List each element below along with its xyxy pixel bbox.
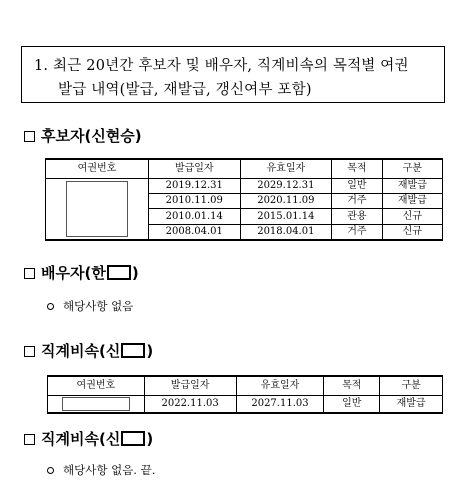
heading-child1-prefix: 직계비속(신 (41, 342, 121, 360)
table-row (46, 179, 443, 194)
bullet-icon (47, 467, 54, 474)
redacted-passport-cell (46, 179, 149, 241)
issue-date-cell: 2022.11.03 (144, 396, 236, 414)
candidate-passport-table (45, 158, 443, 241)
expiry-date-cell: 2029.12.31 (240, 179, 332, 194)
heading-candidate-label: 후보자(신현승) (41, 127, 142, 145)
type-cell: 재발급 (380, 396, 443, 414)
purpose-cell: 거주 (332, 224, 382, 240)
purpose-cell: 거주 (332, 194, 382, 209)
spouse-note-text: 해당사항 없음 (63, 299, 134, 313)
purpose-cell: 관용 (332, 209, 382, 224)
checkbox-icon (24, 268, 35, 279)
header-expiry-date: 유효일자 (240, 159, 332, 179)
header-purpose: 목적 (332, 159, 382, 179)
heading-spouse-prefix: 배우자(한 (41, 264, 106, 282)
redaction-box (66, 181, 128, 237)
heading-child1-suffix: ) (146, 342, 154, 360)
issue-date-cell: 2019.12.31 (149, 179, 241, 194)
heading-spouse-suffix: ) (131, 264, 139, 282)
checkbox-icon (24, 131, 35, 142)
type-cell: 신규 (382, 224, 442, 240)
redaction-box (62, 397, 130, 411)
header-issue-date: 발급일자 (149, 159, 241, 179)
heading-spouse (24, 262, 139, 283)
title-box (21, 46, 445, 103)
header-purpose: 목적 (324, 376, 380, 396)
table-row (48, 396, 443, 414)
header-expiry-date: 유효일자 (236, 376, 324, 396)
expiry-date-cell: 2027.11.03 (236, 396, 324, 414)
heading-child2-suffix: ) (146, 430, 154, 448)
heading-child2-prefix: 직계비속(신 (41, 430, 121, 448)
issue-date-cell: 2010.01.14 (149, 209, 241, 224)
type-cell: 재발급 (382, 194, 442, 209)
heading-child1 (24, 340, 153, 361)
expiry-date-cell: 2020.11.09 (240, 194, 332, 209)
issue-date-cell: 2010.11.09 (149, 194, 241, 209)
checkbox-icon (24, 346, 35, 357)
redacted-passport-cell (48, 396, 145, 414)
child2-note-text: 해당사항 없음. 끝. (63, 463, 156, 477)
title-line-2: 발급 내역(발급, 재발급, 갱신여부 포함) (58, 82, 312, 98)
type-cell: 재발급 (382, 179, 442, 194)
title-line-1: 1. 최근 20년간 후보자 및 배우자, 직계비속의 목적별 여권 (34, 58, 409, 74)
header-passport-no: 여권번호 (48, 376, 145, 396)
header-issue-date: 발급일자 (144, 376, 236, 396)
redaction-box (121, 431, 145, 446)
checkbox-icon (24, 434, 35, 445)
header-type: 구분 (382, 159, 442, 179)
header-passport-no: 여권번호 (46, 159, 149, 179)
child2-note (47, 462, 155, 478)
expiry-date-cell: 2015.01.14 (240, 209, 332, 224)
redaction-box (121, 343, 145, 358)
spouse-note (47, 298, 133, 314)
child1-passport-table (47, 375, 443, 414)
header-type: 구분 (380, 376, 443, 396)
expiry-date-cell: 2018.04.01 (240, 224, 332, 240)
purpose-cell: 일반 (324, 396, 380, 414)
heading-child2 (24, 428, 153, 449)
issue-date-cell: 2008.04.01 (149, 224, 241, 240)
redaction-box (107, 265, 131, 280)
purpose-cell: 일반 (332, 179, 382, 194)
heading-candidate (24, 125, 142, 146)
type-cell: 신규 (382, 209, 442, 224)
bullet-icon (47, 303, 54, 310)
